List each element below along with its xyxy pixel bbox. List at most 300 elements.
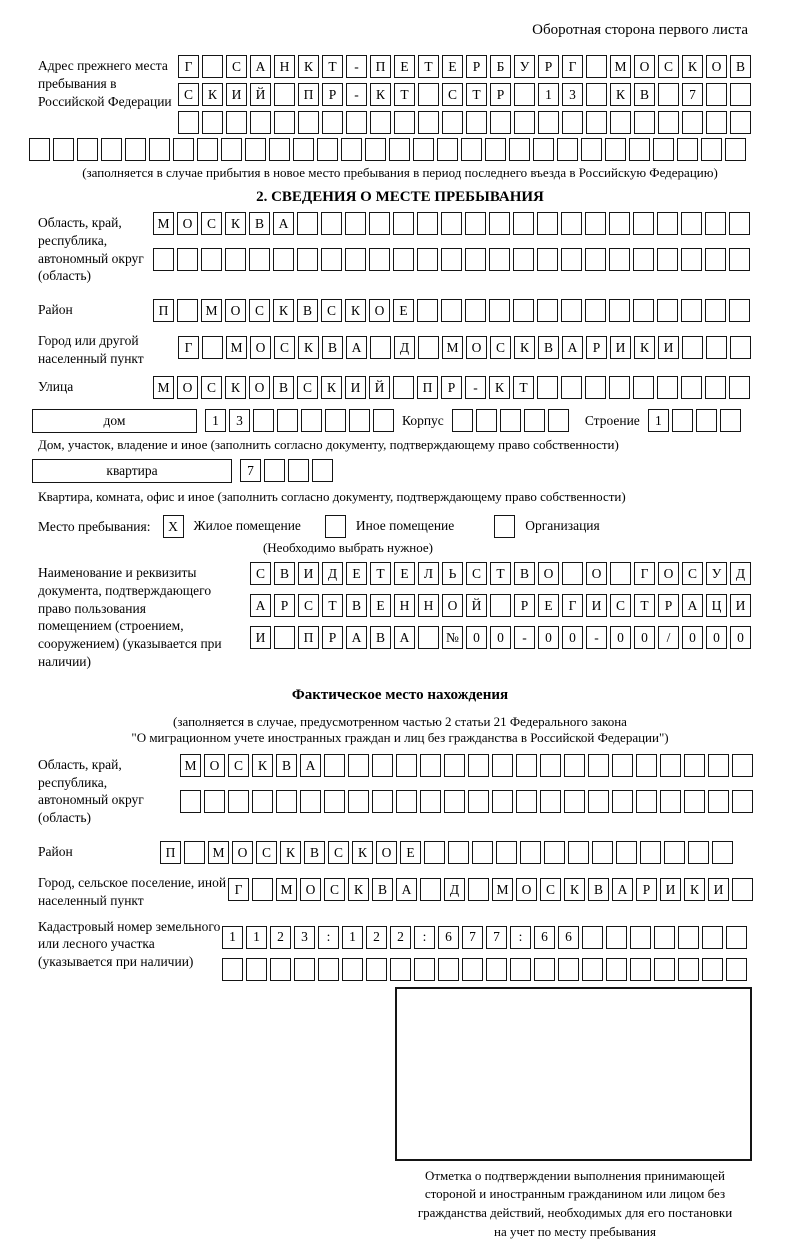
char-cell[interactable] <box>585 212 606 235</box>
char-cell[interactable]: К <box>298 55 319 78</box>
char-cell[interactable]: Е <box>346 562 367 585</box>
char-cell[interactable]: О <box>232 841 253 864</box>
char-cell[interactable] <box>633 248 654 271</box>
char-cell[interactable]: Й <box>369 376 390 399</box>
char-cell[interactable] <box>660 754 681 777</box>
char-cell[interactable] <box>369 248 390 271</box>
char-cell[interactable]: С <box>178 83 199 106</box>
char-cell[interactable]: Е <box>370 594 391 617</box>
char-cell[interactable]: К <box>352 841 373 864</box>
char-cell[interactable]: А <box>562 336 583 359</box>
char-cell[interactable] <box>394 111 415 134</box>
char-cell[interactable] <box>297 248 318 271</box>
char-cell[interactable] <box>660 790 681 813</box>
char-cell[interactable] <box>540 790 561 813</box>
char-cell[interactable] <box>462 958 483 981</box>
char-cell[interactable]: Р <box>490 83 511 106</box>
char-cell[interactable]: Ь <box>442 562 463 585</box>
residential-checkbox[interactable]: X <box>163 515 184 538</box>
char-cell[interactable]: 0 <box>730 626 751 649</box>
char-cell[interactable] <box>389 138 410 161</box>
char-cell[interactable]: С <box>201 376 222 399</box>
char-cell[interactable] <box>293 138 314 161</box>
char-cell[interactable]: Б <box>490 55 511 78</box>
char-cell[interactable] <box>537 299 558 322</box>
char-cell[interactable]: С <box>228 754 249 777</box>
char-cell[interactable] <box>657 248 678 271</box>
char-cell[interactable] <box>636 754 657 777</box>
char-cell[interactable]: К <box>682 55 703 78</box>
char-cell[interactable] <box>585 376 606 399</box>
char-cell[interactable]: Д <box>444 878 465 901</box>
char-cell[interactable]: К <box>610 83 631 106</box>
char-cell[interactable] <box>514 83 535 106</box>
char-cell[interactable] <box>369 212 390 235</box>
char-cell[interactable]: - <box>346 83 367 106</box>
char-cell[interactable]: 6 <box>534 926 555 949</box>
char-cell[interactable] <box>476 409 497 432</box>
char-cell[interactable] <box>420 790 441 813</box>
char-cell[interactable]: 1 <box>246 926 267 949</box>
char-cell[interactable] <box>516 754 537 777</box>
char-cell[interactable]: О <box>177 376 198 399</box>
char-cell[interactable] <box>249 248 270 271</box>
char-cell[interactable]: Н <box>274 55 295 78</box>
char-cell[interactable] <box>562 562 583 585</box>
char-cell[interactable]: 1 <box>205 409 226 432</box>
char-cell[interactable] <box>472 841 493 864</box>
char-cell[interactable]: И <box>708 878 729 901</box>
char-cell[interactable] <box>706 111 727 134</box>
char-cell[interactable]: С <box>250 562 271 585</box>
char-cell[interactable] <box>297 212 318 235</box>
char-cell[interactable]: О <box>369 299 390 322</box>
char-cell[interactable] <box>53 138 74 161</box>
char-cell[interactable] <box>413 138 434 161</box>
char-cell[interactable] <box>496 841 517 864</box>
char-cell[interactable] <box>153 248 174 271</box>
char-cell[interactable] <box>465 299 486 322</box>
char-cell[interactable] <box>288 459 309 482</box>
char-cell[interactable]: А <box>682 594 703 617</box>
char-cell[interactable]: 2 <box>390 926 411 949</box>
char-cell[interactable] <box>705 299 726 322</box>
char-cell[interactable] <box>321 212 342 235</box>
char-cell[interactable] <box>250 111 271 134</box>
char-cell[interactable]: 7 <box>240 459 261 482</box>
char-cell[interactable] <box>658 111 679 134</box>
char-cell[interactable]: К <box>298 336 319 359</box>
other-premises-checkbox[interactable] <box>325 515 346 538</box>
char-cell[interactable]: О <box>204 754 225 777</box>
char-cell[interactable] <box>609 299 630 322</box>
char-cell[interactable]: К <box>252 754 273 777</box>
char-cell[interactable]: К <box>370 83 391 106</box>
char-cell[interactable] <box>441 299 462 322</box>
char-cell[interactable] <box>616 841 637 864</box>
char-cell[interactable]: В <box>322 336 343 359</box>
char-cell[interactable] <box>654 926 675 949</box>
char-cell[interactable] <box>702 926 723 949</box>
char-cell[interactable]: У <box>514 55 535 78</box>
char-cell[interactable]: И <box>658 336 679 359</box>
char-cell[interactable]: И <box>586 594 607 617</box>
char-cell[interactable]: Т <box>418 55 439 78</box>
char-cell[interactable] <box>277 409 298 432</box>
char-cell[interactable]: А <box>612 878 633 901</box>
char-cell[interactable] <box>561 212 582 235</box>
char-cell[interactable] <box>492 754 513 777</box>
char-cell[interactable] <box>726 958 747 981</box>
char-cell[interactable]: К <box>273 299 294 322</box>
char-cell[interactable] <box>606 926 627 949</box>
char-cell[interactable]: Г <box>228 878 249 901</box>
char-cell[interactable]: Г <box>178 55 199 78</box>
char-cell[interactable]: Е <box>394 55 415 78</box>
char-cell[interactable] <box>489 248 510 271</box>
char-cell[interactable] <box>732 878 753 901</box>
char-cell[interactable] <box>490 111 511 134</box>
char-cell[interactable] <box>588 790 609 813</box>
char-cell[interactable]: 7 <box>682 83 703 106</box>
char-cell[interactable]: П <box>153 299 174 322</box>
char-cell[interactable] <box>562 111 583 134</box>
char-cell[interactable]: О <box>634 55 655 78</box>
char-cell[interactable]: Д <box>730 562 751 585</box>
char-cell[interactable] <box>197 138 218 161</box>
char-cell[interactable] <box>441 212 462 235</box>
char-cell[interactable] <box>705 212 726 235</box>
char-cell[interactable]: Р <box>322 626 343 649</box>
char-cell[interactable] <box>301 409 322 432</box>
char-cell[interactable] <box>609 248 630 271</box>
char-cell[interactable] <box>173 138 194 161</box>
char-cell[interactable] <box>558 958 579 981</box>
char-cell[interactable] <box>585 248 606 271</box>
char-cell[interactable]: И <box>660 878 681 901</box>
char-cell[interactable] <box>202 55 223 78</box>
char-cell[interactable]: Г <box>178 336 199 359</box>
char-cell[interactable]: / <box>658 626 679 649</box>
char-cell[interactable] <box>252 878 273 901</box>
char-cell[interactable]: 0 <box>682 626 703 649</box>
char-cell[interactable] <box>582 926 603 949</box>
char-cell[interactable]: К <box>321 376 342 399</box>
char-cell[interactable]: - <box>346 55 367 78</box>
organization-checkbox[interactable] <box>494 515 515 538</box>
char-cell[interactable] <box>461 138 482 161</box>
char-cell[interactable] <box>417 212 438 235</box>
char-cell[interactable] <box>177 299 198 322</box>
char-cell[interactable]: И <box>250 626 271 649</box>
char-cell[interactable]: И <box>610 336 631 359</box>
char-cell[interactable] <box>312 459 333 482</box>
char-cell[interactable]: 2 <box>270 926 291 949</box>
char-cell[interactable]: Е <box>538 594 559 617</box>
char-cell[interactable]: Д <box>322 562 343 585</box>
char-cell[interactable]: В <box>304 841 325 864</box>
char-cell[interactable] <box>246 958 267 981</box>
char-cell[interactable]: 1 <box>538 83 559 106</box>
char-cell[interactable] <box>489 299 510 322</box>
char-cell[interactable] <box>204 790 225 813</box>
char-cell[interactable] <box>466 111 487 134</box>
char-cell[interactable]: Т <box>394 83 415 106</box>
char-cell[interactable]: О <box>376 841 397 864</box>
char-cell[interactable] <box>321 248 342 271</box>
char-cell[interactable] <box>586 111 607 134</box>
char-cell[interactable] <box>588 754 609 777</box>
char-cell[interactable] <box>677 138 698 161</box>
char-cell[interactable] <box>418 83 439 106</box>
char-cell[interactable] <box>245 138 266 161</box>
char-cell[interactable] <box>270 958 291 981</box>
char-cell[interactable] <box>420 754 441 777</box>
char-cell[interactable] <box>610 111 631 134</box>
char-cell[interactable]: Р <box>466 55 487 78</box>
char-cell[interactable] <box>684 754 705 777</box>
char-cell[interactable] <box>441 248 462 271</box>
char-cell[interactable] <box>202 111 223 134</box>
char-cell[interactable]: О <box>466 336 487 359</box>
char-cell[interactable] <box>537 248 558 271</box>
char-cell[interactable] <box>420 878 441 901</box>
char-cell[interactable]: В <box>538 336 559 359</box>
char-cell[interactable] <box>225 248 246 271</box>
char-cell[interactable]: Е <box>394 562 415 585</box>
char-cell[interactable]: К <box>564 878 585 901</box>
char-cell[interactable] <box>561 299 582 322</box>
char-cell[interactable] <box>568 841 589 864</box>
char-cell[interactable] <box>442 111 463 134</box>
char-cell[interactable]: 3 <box>229 409 250 432</box>
char-cell[interactable]: В <box>274 562 295 585</box>
char-cell[interactable] <box>630 958 651 981</box>
char-cell[interactable] <box>294 958 315 981</box>
char-cell[interactable]: С <box>274 336 295 359</box>
char-cell[interactable] <box>324 754 345 777</box>
char-cell[interactable] <box>605 138 626 161</box>
char-cell[interactable]: И <box>345 376 366 399</box>
char-cell[interactable] <box>149 138 170 161</box>
char-cell[interactable]: В <box>370 626 391 649</box>
char-cell[interactable]: Н <box>394 594 415 617</box>
char-cell[interactable]: 7 <box>462 926 483 949</box>
char-cell[interactable]: Е <box>393 299 414 322</box>
char-cell[interactable]: М <box>208 841 229 864</box>
char-cell[interactable] <box>732 754 753 777</box>
char-cell[interactable] <box>712 841 733 864</box>
char-cell[interactable]: П <box>417 376 438 399</box>
char-cell[interactable] <box>729 299 750 322</box>
char-cell[interactable]: 0 <box>610 626 631 649</box>
char-cell[interactable] <box>633 212 654 235</box>
char-cell[interactable]: К <box>202 83 223 106</box>
char-cell[interactable] <box>510 958 531 981</box>
char-cell[interactable]: 3 <box>294 926 315 949</box>
char-cell[interactable]: И <box>226 83 247 106</box>
char-cell[interactable] <box>730 83 751 106</box>
char-cell[interactable]: Р <box>538 55 559 78</box>
char-cell[interactable]: В <box>730 55 751 78</box>
char-cell[interactable]: И <box>730 594 751 617</box>
char-cell[interactable] <box>101 138 122 161</box>
char-cell[interactable]: Л <box>418 562 439 585</box>
char-cell[interactable]: 1 <box>222 926 243 949</box>
char-cell[interactable]: А <box>250 55 271 78</box>
char-cell[interactable] <box>729 248 750 271</box>
char-cell[interactable]: О <box>250 336 271 359</box>
char-cell[interactable]: Т <box>490 562 511 585</box>
char-cell[interactable]: 0 <box>538 626 559 649</box>
char-cell[interactable]: 6 <box>438 926 459 949</box>
char-cell[interactable]: М <box>226 336 247 359</box>
char-cell[interactable] <box>612 790 633 813</box>
char-cell[interactable] <box>77 138 98 161</box>
char-cell[interactable]: Р <box>441 376 462 399</box>
char-cell[interactable]: Р <box>586 336 607 359</box>
char-cell[interactable]: О <box>516 878 537 901</box>
char-cell[interactable]: - <box>514 626 535 649</box>
char-cell[interactable] <box>612 754 633 777</box>
char-cell[interactable] <box>228 790 249 813</box>
char-cell[interactable] <box>681 376 702 399</box>
char-cell[interactable] <box>468 790 489 813</box>
char-cell[interactable] <box>452 409 473 432</box>
char-cell[interactable] <box>640 841 661 864</box>
char-cell[interactable] <box>561 376 582 399</box>
char-cell[interactable] <box>349 409 370 432</box>
char-cell[interactable]: С <box>256 841 277 864</box>
char-cell[interactable] <box>630 926 651 949</box>
char-cell[interactable] <box>322 111 343 134</box>
char-cell[interactable] <box>725 138 746 161</box>
char-cell[interactable]: К <box>489 376 510 399</box>
char-cell[interactable]: К <box>634 336 655 359</box>
char-cell[interactable]: С <box>297 376 318 399</box>
char-cell[interactable] <box>318 958 339 981</box>
char-cell[interactable] <box>298 111 319 134</box>
char-cell[interactable]: В <box>273 376 294 399</box>
char-cell[interactable]: А <box>346 626 367 649</box>
char-cell[interactable]: 1 <box>648 409 669 432</box>
char-cell[interactable]: С <box>658 55 679 78</box>
char-cell[interactable] <box>654 958 675 981</box>
char-cell[interactable] <box>348 754 369 777</box>
char-cell[interactable] <box>540 754 561 777</box>
char-cell[interactable] <box>544 841 565 864</box>
char-cell[interactable] <box>274 83 295 106</box>
char-cell[interactable]: С <box>540 878 561 901</box>
char-cell[interactable]: О <box>658 562 679 585</box>
char-cell[interactable]: : <box>510 926 531 949</box>
char-cell[interactable] <box>345 212 366 235</box>
char-cell[interactable]: О <box>225 299 246 322</box>
char-cell[interactable]: Р <box>274 594 295 617</box>
char-cell[interactable] <box>702 958 723 981</box>
char-cell[interactable]: Д <box>394 336 415 359</box>
char-cell[interactable]: 7 <box>486 926 507 949</box>
char-cell[interactable] <box>672 409 693 432</box>
char-cell[interactable]: В <box>372 878 393 901</box>
char-cell[interactable] <box>513 299 534 322</box>
char-cell[interactable] <box>448 841 469 864</box>
char-cell[interactable] <box>730 111 751 134</box>
char-cell[interactable] <box>564 754 585 777</box>
char-cell[interactable] <box>609 212 630 235</box>
char-cell[interactable]: М <box>610 55 631 78</box>
char-cell[interactable]: К <box>225 212 246 235</box>
char-cell[interactable]: С <box>466 562 487 585</box>
char-cell[interactable] <box>417 299 438 322</box>
char-cell[interactable] <box>418 626 439 649</box>
char-cell[interactable]: С <box>201 212 222 235</box>
char-cell[interactable] <box>696 409 717 432</box>
char-cell[interactable] <box>324 790 345 813</box>
char-cell[interactable]: Г <box>634 562 655 585</box>
char-cell[interactable] <box>513 248 534 271</box>
char-cell[interactable] <box>706 336 727 359</box>
char-cell[interactable] <box>468 754 489 777</box>
char-cell[interactable] <box>564 790 585 813</box>
char-cell[interactable] <box>514 111 535 134</box>
char-cell[interactable]: Т <box>322 55 343 78</box>
char-cell[interactable]: М <box>442 336 463 359</box>
char-cell[interactable] <box>706 83 727 106</box>
char-cell[interactable] <box>657 212 678 235</box>
char-cell[interactable]: М <box>153 376 174 399</box>
char-cell[interactable]: П <box>160 841 181 864</box>
char-cell[interactable] <box>708 754 729 777</box>
char-cell[interactable] <box>346 111 367 134</box>
char-cell[interactable]: О <box>706 55 727 78</box>
char-cell[interactable] <box>678 958 699 981</box>
char-cell[interactable]: С <box>324 878 345 901</box>
char-cell[interactable] <box>370 111 391 134</box>
char-cell[interactable]: 2 <box>366 926 387 949</box>
char-cell[interactable]: С <box>682 562 703 585</box>
char-cell[interactable]: Г <box>562 55 583 78</box>
char-cell[interactable]: 0 <box>706 626 727 649</box>
char-cell[interactable] <box>202 336 223 359</box>
char-cell[interactable] <box>489 212 510 235</box>
char-cell[interactable] <box>177 248 198 271</box>
char-cell[interactable] <box>372 754 393 777</box>
char-cell[interactable]: О <box>177 212 198 235</box>
char-cell[interactable]: М <box>276 878 297 901</box>
char-cell[interactable] <box>366 958 387 981</box>
char-cell[interactable] <box>586 83 607 106</box>
char-cell[interactable]: 1 <box>342 926 363 949</box>
char-cell[interactable] <box>125 138 146 161</box>
char-cell[interactable] <box>417 248 438 271</box>
char-cell[interactable]: С <box>298 594 319 617</box>
char-cell[interactable] <box>561 248 582 271</box>
char-cell[interactable] <box>701 138 722 161</box>
char-cell[interactable]: Р <box>636 878 657 901</box>
char-cell[interactable] <box>726 926 747 949</box>
char-cell[interactable]: - <box>465 376 486 399</box>
char-cell[interactable]: К <box>514 336 535 359</box>
char-cell[interactable]: 0 <box>634 626 655 649</box>
char-cell[interactable] <box>705 376 726 399</box>
char-cell[interactable] <box>274 626 295 649</box>
char-cell[interactable] <box>520 841 541 864</box>
char-cell[interactable] <box>509 138 530 161</box>
char-cell[interactable]: С <box>490 336 511 359</box>
char-cell[interactable]: А <box>394 626 415 649</box>
char-cell[interactable] <box>657 299 678 322</box>
